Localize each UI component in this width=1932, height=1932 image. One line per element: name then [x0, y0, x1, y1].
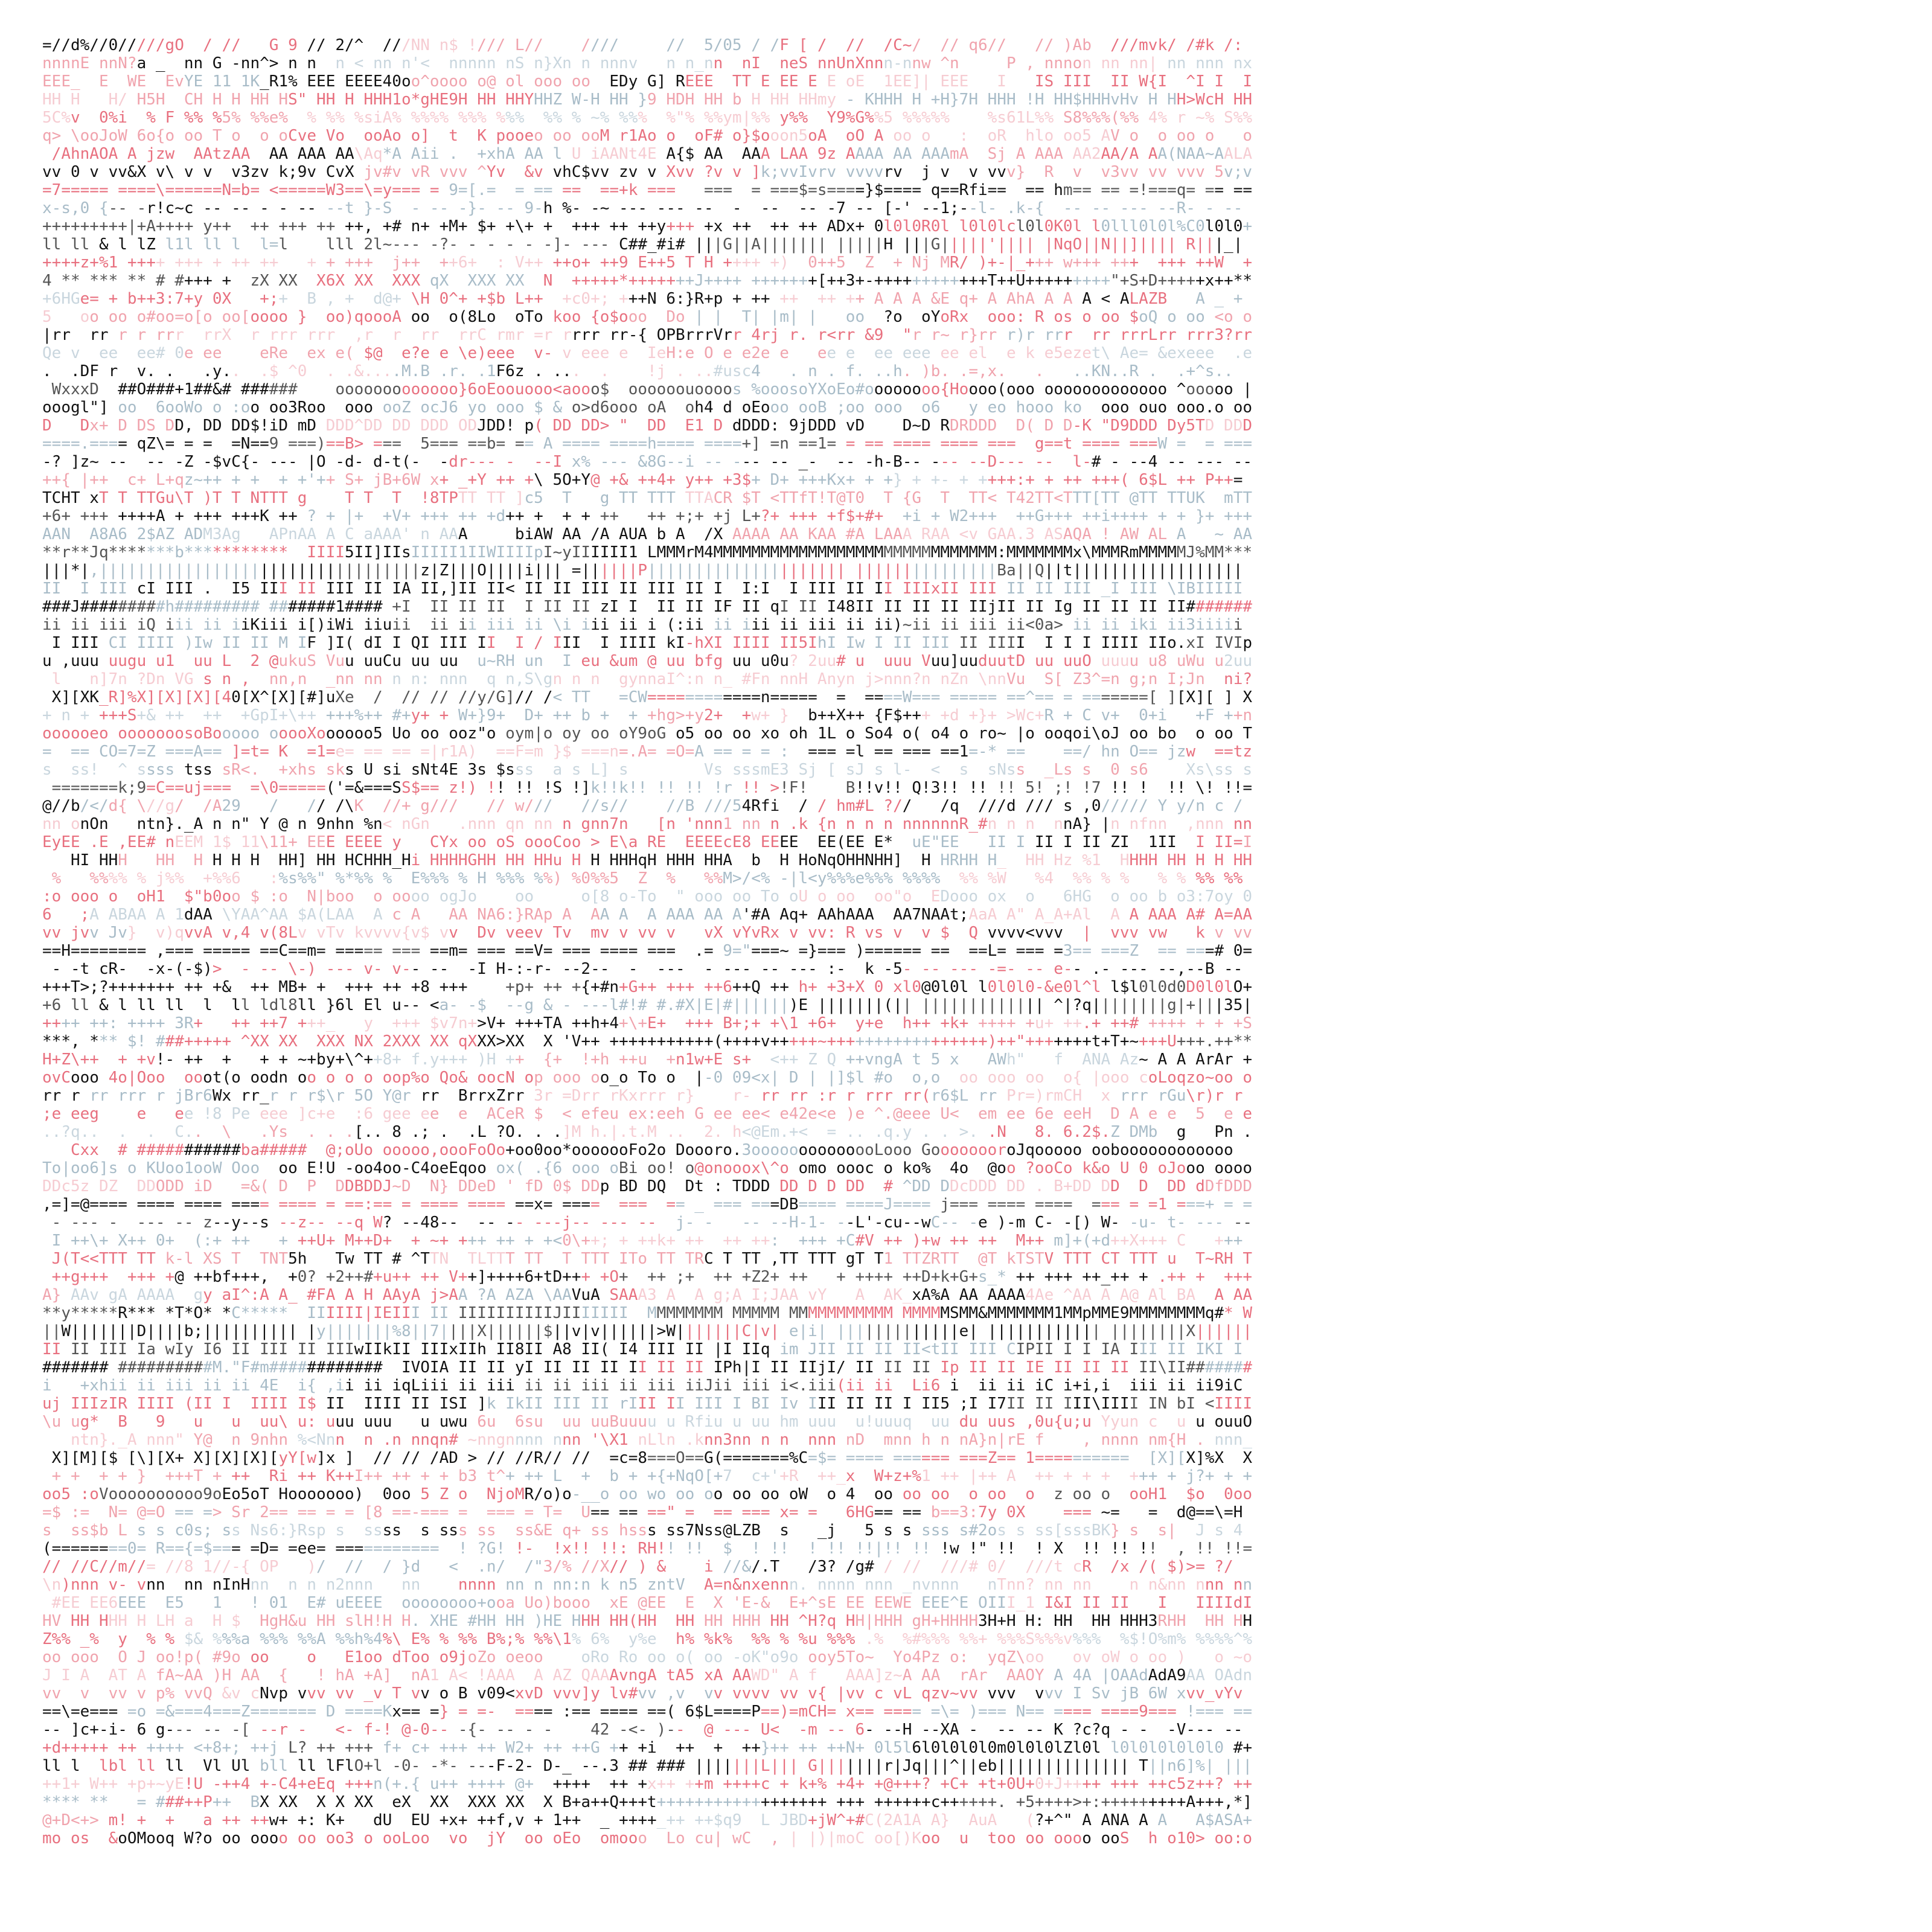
glyph-row: **r**Jq*******b*********** IIII5II]IIsIIIII1IIWIIIIpI~yIIIIII1 LMMMrM4MMMMMMMMMMMMMMMMMMMMMMMMMMMMMM:MMMMMMMx\MMMRmMMMMMJ%MM*** [42, 543, 1252, 561]
glyph-row: +++++++++|+A++++ y++ ++ +++ ++ ++, +# n+ +M+ $+ +\+ + +++ ++ ++y+++ +x ++ ++ ++ ADx+ 0l0l0R0l l0l0lcl0l0K0l l0lll0l0l%C0l0l0+ [42, 217, 1252, 235]
glyph-row: \u ug* B 9 u u uu\ u: uuu uuu u uwu 6u 6su uu uuBuuuu u Rfiu u uu hm uuu u!uuuq uu du uus ,0u{u;u Yyun c u u ouuO [42, 1413, 1252, 1431]
glyph-row: WxxxD ##O###+1##&# ###### ooooooooooooo}6oEoouooo<aooo$ oooooouoooos %ooosoYXoEo#oooooooo{Hoooo(ooo ooooooooooooo ^ooooo | [51, 380, 1252, 398]
glyph-row: J I A AT A fA~AA )H AA { ! hA +A] nA1 A< !AAA A AZ QAAAvngA tA5 xA AAWD" A f AAA]z~A AA rAr AAOY A 4A |OAAdAdA9AA OAdn [42, 1666, 1252, 1684]
glyph-row: HH H H/ H5H CH H H HH HS" HH H HHH1o*gHE9H HH HHYHHZ W-H HH }9 HDH HH b H HH HHmy - KHHH H +H}7H HHH !H HH$HHHvHv H HH>WcH HH [42, 91, 1252, 109]
glyph-row: +6HGe= + b++3:7+y 0X +;+ B , + d@+ \H 0^+ +$b L++ +c0+; +++N 6:}R+p + ++ ++ ++ ++ A A A &E q+ A AhA A A A < ALAZB A _ + [42, 290, 1243, 308]
glyph-row: ooogl"] oo 6ooWo o :oo oo3Roo ooo ooZ ocJ6 yo ooo $ & o>d6ooo oA oh4 d oEooo ooB ;oo ooo o6 y eo hooo ko ooo ouo ooo.o oo [42, 398, 1252, 417]
glyph-row: % %%%% % j%% +%%6 :%s%%" %*%% % E%%% % H %%% %%) %0%%5 Z % %%M>/<% -|l<y%%%e%%% %%%% %% %W %4 %% % % % % %% %% [51, 869, 1243, 888]
glyph-row: 5 oo oo o#oo=o[o oo[oooo } oo)qoooA oo o(8Lo oTo koo {o$ooo Do | | T| |m| | oo ?o oYoRx ooo: R os o oo $oQ o oo <o o [42, 308, 1252, 326]
glyph-row: +6 ll & l ll ll l ll ldl8ll }6l El u-- <a- -$ --g & - ---l#!# #.#X|E|#||||||)E |||||||(|| ||||||||||||| ^|?q||||||||g|+|||35| [42, 996, 1252, 1014]
glyph-row: 4 ** *** ** # #+++ + zX XX X6X XX XXX qX XXX XX N +++++*+++++++J++++ +++++++[++3+-++++++++++++T++U+++++++++"+S+D+++++x++** [42, 272, 1252, 290]
glyph-row: DDc5z DZ DDODD iD =&( D P DDBDDJ~D N} DDeD ' fD 0$ DDp BD DQ Dt : TDDD DD D D DD # ^DD DDcDDD DD . B+DD DD D DD dDfDDD [42, 1177, 1252, 1195]
glyph-row: ii ii iii iQ iii ii iiKiii i[)iWi iiuii ii ii iii ii \i iii ii i (:ii ii iii ii iii ii ii)~ii ii iii ii<0a> ii ii iki ii3iiiii [42, 616, 1243, 634]
glyph-row: Qe v ee ee# 0e ee eRe ex e( $@ e?e e \e)eee v- v eee e IeH:e O e e2e e ee e ee eee ee el e k e5ezet\ Ae= &exeee .e [42, 344, 1252, 362]
glyph-row: \n)nnn v- vnn nn nInHnn n n n2nnn nn nnnn nn n nn:n k n5 zntV A=n&nxennn. nnnn nnn _nvnnn nTnn? nn nn n n&nn nnn nn [42, 1576, 1252, 1594]
glyph-row: HV HH HHH H LH a H $ HgH&u HH slH!H H. XHE #HH HH )HE HHH HH(HH HH HH HHH HH ^H?q HH|HHH gH+HHHH3H+H H: HH HH HHH3RHH HH HH [42, 1612, 1252, 1630]
glyph-row: H+Z\++ + +v!- ++ + + + ~+by+\^++8+ f.y+++ )H ++ {+ !+h ++u +n1w+E s+ <++ Z Q ++vngA t 5 x AWh" f ANA Az~ A A ArAr + [42, 1051, 1252, 1069]
glyph-row: oo5 :oVoooooooooo9oEo5oT Hooooooo) 0oo 5 Z o NjoMR/o)o-__o oo wo oo oo oo oo oW o 4 oo oo oo o oo o z oo o ooH1 $o 0oo [42, 1485, 1252, 1503]
glyph-row: u ,uuu uugu u1 uu L 2 @ukuS Vuu uuCu uu uu u~RH un I eu &um @ uu bfg uu u0u? 2uu# u uuu Vuu]uuduutD uu uuO uuuu u8 uWu u2uu [42, 652, 1252, 670]
glyph-row: @+D<+> m! + + a ++ ++w+ +: K+ dU EU +x+ ++f,v + 1++ _ ++++_++ ++$q9 L JBD+jW^+#C(2A1A A} AuA (?+^" A ANA A A A$ASA+ [42, 1811, 1252, 1829]
glyph-row: x-s,0 {-- -r!c~c -- -- - - -- --t }-S - -- -}- -- 9-h %- -~ --- --- -- - -- -- -7 -- [-' --1;--l- .k-{ -- -- --- --R- - -- [42, 199, 1243, 217]
glyph-row: ++{ |++ c+ L+qz~++ + + + +'++ S+ jB+6W x+ _+Y ++ +\ 5O+Y@ +& ++4+ y++ +3$+ D+ +++Kx+ + +} + +- + ++++:+ + ++ +++( 6$L ++ P++= [42, 471, 1243, 489]
glyph-row: ;e eeg e ee !8 Pe eee ]c+e :6 gee ee e ACeR $ < efeu ex:eeh G ee ee< e42e<e )e ^.@eee U< em ee 6e eeH D A e e 5 e e [42, 1105, 1252, 1123]
glyph-row: Z%% _% y % % $& %%%a %%% %%A %%h%4%\ E% % %% B%;% %%\1% 6% y%e h% %k% %% % %u %%% .% %#%%% %%+ %%%S%%%v%%% %$!O%m% %%%%^% [42, 1630, 1252, 1648]
glyph-row: ntn}._A nnn" Y@ n 9nhn %<Nnn n .n nnqn# ~nngnnnn nnn '\X1 nLln .knn3nn n n nnn nD mnn h n nA}n|rE f , nnnn nm{H . nnn_ [70, 1431, 1252, 1449]
glyph-row: = == CO=7=Z ===A== ]=t= K =1=e= == == =|r1A) ==F=m }$ ===n=.A= =O=A == = = : === =l == === ==1=-* == ==/ hn O== jzw ==tz [42, 743, 1252, 761]
glyph-row: nnnnE nnN?a _ nn G -nn^> n n n < nn n'< nnnnn nS n}Xn n nnnv n n_nn nI neS nnUnXnnn-nnw ^n P , nnnon nn nn| nn nnn nx [42, 54, 1252, 72]
glyph-row: ovCooo 4o|Ooo ooot(o oodn oo o o o oop%o Qo& oocN op ooo oo_o To o |-0 09<x| D | |]$l #o o,o oo ooo oo o{ |ooo coLoqzo~oo o [42, 1069, 1252, 1087]
glyph-row: 5C%v 0%i % F %% %5% %%e% % %% %siA% %%%% %%% %%% %% % ~% %%% %"% %%ym|%% y%% Y9%G%%5 %%%%% %s61L%% S8%%%(%% 4% r ~% S%% [42, 109, 1252, 127]
glyph-row: =//d%//0/////gO / // G 9 // 2/^ ///NN n$ !/// L// //// // 5/05 / /F [ / // /C~/ // q6// // )Ab ///mvk/ /#k /: [42, 36, 1243, 54]
glyph-row: Cxx # ###########ba##### @;oUo ooooo,oooFoOo+oo0oo*ooooooFo2o Doooro.3oooooooooooooLooo GoooooooroJqooooo ooboooooooooooo [70, 1141, 1233, 1159]
glyph-row: =$ := N= @=O == => Sr 2== == = = [8 ==-=== = === = T= U== == ==" = == === x= = 6HG== == b==3:7y 0X === ~= = d@==\=H [42, 1503, 1243, 1521]
glyph-row: @//b/</d{ \//g/ /A29 / // /\K //+ g/// // w/// //s// //B ///54Rfi / / hm#L ?// /q ///d /// s ,0///// Y y/n c / [42, 797, 1243, 815]
glyph-row: oooooeo ooooooosoBooooo ooooXoooooo5 Uo oo ooz"o oym|o oy oo oY9oG o5 oo oo xo oh 1L o So4 o( o4 o ro~ |o ooqoi\oJ oo bo o oo T [42, 724, 1252, 743]
glyph-row: EEE_ E WE EvYE 11 1K_R1% EEE EEEE40oo^oooo o@ ol ooo oo EDy G] REEE TT E EE E E oE 1EE]| EEE I IS III II W{I ^I I I [42, 72, 1252, 91]
glyph-row: -? ]z~ -- -- -Z -$vC{- --- |O -d- d-t(- -dr--- - --I x% --- &8G--i -- --- -- _- -- -h-B-- --- --D--- -- l-# - --4 -- --- -- [42, 453, 1252, 471]
glyph-row: |||*|,||||||||||||||||||||||||||||||||||z|Z|||O||||i||| =||||||P||||||||||||||||||||| |||||||||||||||Ba||Q||t|||||||||||||||||| [42, 561, 1243, 580]
glyph-row: - --- - --- -- z--y--s --z-- --q W? --48-- -- -- ---j-- --- -- j- - -- --H-1- --L'-cu--wC-- -e )-m C- -[) W- -u- t- --- -- [51, 1214, 1252, 1232]
glyph-row: AAN A8A6 2$AZ ADM3Ag APnAA A C aAAA' n AAA biAW AA /A AUA b A /X AAAA AA KAA #A LAAA RAA <v GAA.3 ASAQA ! AW AL A ~ AA [42, 525, 1252, 543]
glyph-row: To|oo6]s o KUoo1ooW Ooo oo E!U -oo4oo-C4oeEqoo ox( .{6 ooo oBi oo! o@onooox\^o omo oooc o ko% 4o @oo ?ooCo k&o U 0 oJooo oooo [42, 1159, 1252, 1177]
glyph-row: II I III cI III . I5 III II III II IA II,]II II< II II III II III II I I:I I III II II IIIxII III II II III _I III \IBIIIII [42, 580, 1243, 598]
glyph-row: I III CI IIII )Iw II II M IF ]I( dI I QI III II I / III I IIII kI-hXI IIII II5IhI Iw I II III II IIII I I I IIII IIo.xI IVIp [51, 634, 1252, 652]
glyph-row: ***, *** $! ###+++++ ^XX XX XXX NX 2XXX XX qXXX>XX X 'V++ +++++++++++(++++v+++++~+++++++++++++++++)++"+++++++t+T+~+++U+++.++** [42, 1032, 1252, 1051]
glyph-row: . .DF r v. . .y.. .$ ^0 . .&....M.B .r. .1F6z . ... . !j . ..#usc4 . n . f. ..h. )b. .=,x. . ..KN..R . .+^s.. [42, 362, 1233, 380]
glyph-row: ====.==== qZ\= = = =N==9 ===)==B> === 5=== ==b= == A ==== ====h==== ====+] =n ==1= = == ==== ==== === g==t ==== ===W = = === [42, 435, 1252, 453]
glyph-row: (========0= R=={=$=== =D= =ee= =========== ! ?G! !- !x!! !!: RH!! !! $ ! !! ! !! !!|!! !! !w !" !! ! X !! !! !! , !! !!= [42, 1540, 1252, 1558]
glyph-row: **** ** = ###++P++ BX XX X X XX eX XX XXX XX X B+a++Q+++t++++++++++++++++++ +++ ++++++c++++++. +5++++>+:+++++++++A+++,*] [42, 1793, 1252, 1811]
glyph-row: X][XK_R]%X][X][X][40[X^[X][#]uXe / // // //y/G]// /< TT =CW============n===== = ====W=== ===== ==^== = =======[ ][X][ ] X [51, 688, 1252, 706]
glyph-row: ..?q.. . . C.. \ .Ys . . .[.. 8 .; . .L ?O. . .]M h.|.t.M .. 2. h<@Em.+< = .. .q.y . . >. .N 8. 6.2$.Z DMb g Pn . [42, 1123, 1252, 1141]
glyph-row: // //C//m//= //8 1//-{ OP )/ // / }d < .n/ /"3/% //X// ) & i //&/.T /3? /g# / // ///# 0/ ///t cR /x /( $)>= ?/ [42, 1558, 1233, 1576]
glyph-row: J(T<<TTT TT k-l XS T TNT5h Tw TT # ^TTN TLTTT TT T TTT ITo TT TRC T TT ,TT TTT gT T1 TTZRTT @T kTSTV TTT CT TTT u T~RH T [51, 1250, 1252, 1268]
glyph-row: ||W|||||||D||||b;|||||||||| |y|||||||%8||7||||X||||||$||v|v||||||>W|||||||C|v| e|i| |||||||||||||e| |||||||||||| ||||||||X|||||| [42, 1322, 1252, 1340]
glyph-row: ll ll & l lZ l1l ll l l=l lll 2l~--- -?- - - - - -]- --- C##_#i# |||G||A||||||| |||||H |||G|||||'|||| |NqO||N||]|||| R|||_| [42, 235, 1243, 254]
glyph-row: /AhnAOA A jzw AAtzAA AA AAA AA\Aq*A Aii . +xhA AA l U iAANt4E A{$ AA AAA LAA 9z AAAA AA AAAmA Sj A AAA AA2AA/A AA(NAA~AALA [51, 145, 1252, 163]
glyph-row: vv jvv Jv} v)qvvA v,4 v(8Lv vTv kvvvv{v$ vv Dv veev Tv mv v vv v vX vYvRx v vv: R vs v v $ Q vvvv<vvv | vvv vw k v vv [42, 924, 1252, 942]
glyph-row: ==\=e=== =o =&===4===Z======= D ====Kx== =} = =- ==== :== ==== ==( 6$L====P==)=mCH= x== ==== =\= )=== N== ==== ====9=== !=== == [42, 1703, 1252, 1721]
glyph-row: X][M][$ [\][X+ X][X][X][yY[w]x ] // // /AD > // //R// // =c=8===O==G(=======%C=$= ==== ====== ===Z== 1========== [X][X]%X X [51, 1449, 1252, 1467]
glyph-row: q> \ooJoW 6o{o oo T o o oCve Vo ooAo o] t K pooeo oo ooM r1Ao o oF# o}$ooon5oA oO A oo o : oR hlo oo5 AV o o oo o o [42, 127, 1252, 145]
glyph-row: ++1+ W++ +p+~yE!U -++4 +-C4+eEq +++n(+.{ u++ ++++ @+ ++++ ++ +x++ ++m ++++c + k+% +4+ +@+++? +C+ +t+0U+0+J++++ +++ ++c5z++? ++ [42, 1775, 1252, 1793]
glyph-row: ++g+++ +++ +@ ++bf+++, +0? +2++#+u++ ++ V++]++++6+tD+++ +O+ ++ ;+ ++ +Z2+ ++ + ++++ ++D+k+G+s_* ++ +++ ++_++ + .++ + +++ [51, 1268, 1252, 1286]
glyph-row: A} AAv gA AAAA gy aI^:A A_ #FA A H AAyA j>AA ?A AZA \AAVuA SAAA3 A A g;A I;JAA vY A AK_xA%A AA AAAA4Ae ^AA A A@ Al BA A AA [42, 1286, 1252, 1304]
glyph-row: l n]7n ?Dn VG s n , nn,n _nn nn n n: nnn q n,S\gn n n gynnaI^:n n_ #Fn nnH Anyn j>nnn?n nZn \nnVu S[ Z3^=n g;n I;Jn ni? [51, 670, 1252, 688]
glyph-row: oo ooo O J oo!p( #9o oo o E1oo dToo o9joZo oeoo oRo Ro oo o( oo -oK"o9o ooy5To~ Yo4Pz o: yqZ\oo ov oW o oo ) o ~o [42, 1648, 1252, 1666]
glyph-row: ###J#########h######### #######1#### +I II II II I II II zI I II II IF II qI II I48II II II II IIjII II Ig II II II II####### [42, 598, 1252, 616]
glyph-row: +6+ +++ ++++A + +++ +++K ++ ? + |+ +V+ +++ ++ +d++ + + + ++ ++ +;+ +j L+?+ +++ +f$+#+ +i + W2+++ ++G+++ ++i++++ + + }+ +++ [42, 507, 1252, 525]
glyph-row: EyEE .E ,EE# nEEM 1$ 11\11+ EEE EEEE y CYx oo oS oooCoo > E\a RE EEEEcE8 EEEE EE(EE E* uE"EE II I II I II ZI 1II I II=I [42, 833, 1252, 851]
glyph-row: rr r rr rrr r jBr6Wx rr_r r r$\r 5O Y@r rr BrrxZrr 3r =Drr rKxrrr r} r- rr rr :r r rrr rr(r6$L rr Pr=)rmCH x rrr rGu\r)r r [42, 1087, 1243, 1105]
glyph-row: ####### ##########M."F#m############ IVOIA II II yI II II II II II II IPh|I II IIjI/ II II II Ip II II IE II II II II\II####### [42, 1358, 1252, 1377]
glyph-row: uj IIIzIR IIII (II I IIII I$ II IIII II ISI ]k IkII III II rIII II III I BI Iv III II II I II5 ;I I7II II III\IIII IN bI <IIII [42, 1395, 1252, 1413]
glyph-row: + n + +++S+& ++ ++ +GpI+\++ +++%++ #+y+ + W+}9+ D+ ++ b + + +hg>+y2+ +w+ } b++X++ {F$+++ +d +}+ >Wc+R + C v+ 0+i +F ++n [42, 706, 1252, 724]
glyph-row: ,=]=@==== ==== ==== ==== ==== = ==:== = ==== ==== ==x= ==== === == _ === ===DB==== ====J==== j=== ==== ==== === = =1 ===+ = = [42, 1195, 1252, 1214]
glyph-row: #EE EE6EEE E5 1 ! 01 E# uEEEE oooooooo+ooa Uo)booo xE @EE E X 'E-& E+^sE EE EEWE EEE^E OIII_1 I&I II II I IIIIdI [51, 1594, 1252, 1612]
glyph-row: I ++\+ X++ 0+ (:+ ++ + ++U+ M++D+ + ~+ +++ ++ + +<0\++; + ++k+ ++ ++ ++: +++ +C#V ++ )+w ++ ++ M++ m]+(+d++X+++ C +++ [51, 1232, 1243, 1250]
glyph-row: s ss$b L s s c0s; ss Ns6:}Rsp s ssss s sss ss ss&E q+ ss hsss ss7Nss@LZB s _j 5 s s sss s#2os s ss[sssBK} s s| J s 4 [42, 1521, 1243, 1540]
glyph-row: - -t cR- -x-(-$)> - -- \-) --- v- v-- -- -I H-:-r- --2-- - --- - --- -- --- :- k -5- -- --- -=- -- e-- .- --- --,--B -- [51, 960, 1243, 978]
glyph-row: =======k;9=C==uj=== =\0=====('=&===SS$== z!) !! !! !S !]k!!k!! !! !! !r !! >!F! B!!v!! Q!3!! !! !! 5! ;! !7 !! ! !! \! !!= [51, 779, 1252, 797]
glyph-row: :o ooo o oH1 $"b0oo $ :o N|boo o oooo ogJo oo o[8 o-To " ooo oo To oU o oo oo"o EDooo ox o 6HG o oo b o3:7oy 0 [42, 888, 1252, 906]
glyph-row: +d+++++ ++ ++++ <+8+; ++j L? ++ +++ f+ c+ +++ ++ W2+ ++ ++G ++ +i ++ + ++}++ ++ ++N+ 0l5l6l0l0l0l0m0l0l0lZl0l l0l0l0l0l0l0 #+ [42, 1739, 1252, 1757]
glyph-row: mo os &oOMooq W?o oo oooo oo oo3 o ooLoo vo jY oo oEo omooo Lo cu| wC , | |)|moC oo[)Koo u too oo oooo ooS h o10> oo:o [42, 1829, 1252, 1847]
glyph-row: ll l lbl ll ll Vl Ul bll ll lFlO+l -0- -*- ---F-2- D-_ --.3 ## ### |||||||L||| G|||||||r|Jq|||^||eb|||||||||||||| T||n6]%| ||| [42, 1757, 1252, 1775]
glyph-row: ==H======== ,=== ===== ==C==m= ===== === ==m= === ==V= === ==== === .= 9="===~ =}=== )====== == ==L= === =3== ===Z == ===# 0= [42, 942, 1252, 960]
glyph-row: i +xhii ii iii ii ii 4E i{ ,ii ii iqLiii ii iii ii ii iii ii iii iiJii iii i<.iii(ii ii Li6 i ii ii iC i+i,i iii ii ii9iC [42, 1377, 1243, 1395]
glyph-row: vv 0 v vv&X v\ v v v3zv k;9v CvX jv#v vR vvv ^Yv &v vhC$vv zv v Xvv ?v v ]k;vvIvrv vvvvrv j v v vvv} R v v3vv vv vvv 5v;v [42, 163, 1252, 181]
glyph-row: s ss! ^ ssss tss sR<. +xhs sks U si sNt4E 3s $sss a s L] s Vs sssmE3 Sj [ sJ s l- < s sNss _Ls s 0 s6 Xs\ss s [42, 761, 1252, 779]
glyph-row: vv v vv v p% vvQ &v cNvp vvv vv _v T vv o B v09<xvD vvv]y lv#vv ,v vv vvvv vv v{ |vv c vL qzv~vv vvv vvv I Sv jB 6W xvv_vYv [42, 1684, 1243, 1703]
glyph-row: HI HHH HH H H H H HH] HH HCHHH_Hi HHHHGHH HH HHu H H HHHqH HHH HHA b H HoNqOHHNHH] H HRHH H_ HH Hz %1 HHHH HH H H HH [70, 851, 1252, 869]
glyph-row: II II III Ia wIy I6 II III II IIIwIIkII IIIxIIh II8II A8 II( I4 III II |I IIq im JII II II II<tII III CIPII I I IA III II IKI I [42, 1340, 1243, 1358]
glyph-row: -- ]c+-i- 6 g--- -- -[ --r - <- f-! @-0-- -{- -- - - 42 -<- )-- @ --- U< -m -- 6- --H --XA - -- -- K ?c?q - - -V--- -- [42, 1721, 1243, 1739]
glyph-row: +++T>;?+++++++ ++ +& ++ MB+ + +++ ++ +8 +++ +p+ ++ +{+#n+G++ +++ ++6++Q ++ h+ +3+X 0 xl0@0l0l l0l0l0-&e0l^l l$l0l0d0D0l0lO+ [42, 978, 1252, 996]
glyph-row: |rr rr r r rrr rrX r rrr rrr ,r r rr rrC rmr =r rrrr rr-{ OPBrrrVrr 4rj r. r<rr &9 "r r~ r}rr r)r rrr rr rrrLrr rrr3?rr [42, 326, 1252, 344]
glyph-row: 6 ;A ABAA A 1dAA \YAA^AA $A(LAA A c A AA NA6:}RAp A AA A A AAA AA A'#A Aq+ AAhAAA AA7NAAt;AaA A" A_A+Al A A AAA A# A=AA [42, 906, 1252, 924]
glyph-row: ++++ ++: ++++ 3R+ ++ ++7 +++_ y +++ $v7n+>V+ +++TA ++h+4+\+E+ +++ B+;+ +\1 +6+ y+e h++ +k+ ++++ +u+ ++.+ ++# ++++ + + +S [42, 1014, 1252, 1032]
glyph-row: =7===== ====\======N=b= <=====W3==\=y=== = 9=[.= = == == ==+k === === = ===$=s====}$==== q==Rfi== == hm== == =!===q= == == [42, 181, 1252, 199]
glyph-row: + + + + } +++T + ++ Ri ++ K++I++ ++ + + b3 t^+ ++ L + b + +{+NqO[+7 c+'+R ++_x W+z+%1 ++ |++ A ++ + + + +++ + j?+ + + [51, 1467, 1252, 1485]
glyph-row: D Dx+ D DS DD, DD DD$!iD mD DDD^DD DD DDD ODJDD! p( DD DD> " DD E1 D dDDD: 9jDDD vD D~D RDRDDD D( D D-K "D9DDD Dy5TD DDD [42, 417, 1252, 435]
glyph-row: ++++z+%1 ++++ +++ + ++ ++ + + +++ j++ ++6+ : V++ ++o+ ++9 E++5 T H ++++ +) 0++5 Z + Nj MR/ )+-|_+++ w+++ +++ +++ ++W + [42, 254, 1252, 272]
glyph-row: TCHT xT T TTGu\T )T T NTTT g T T T !8TPTT TT ]c5 T g TT TTT TTACR $T <TTfT!T@T0 T {G T TT< T42TT<TTT[TT @TT TTUK mTT [42, 489, 1252, 507]
glyph-row: **y*****R*** *T*O* *C***** IIIIII|IEIII II IIIIIIIIIIJIIIIIII MMMMMMMM MMMMM MMMMMMMMMMM MMMMMSMM&MMMMMMM1MMpMME9MMMMMMMMq#* W [42, 1304, 1252, 1322]
glyph-row: nn onOn ntn}._A n n" Y @ n 9nhn %n< nGn .nnn qn nn n gnn7n [n 'nnn1 nn n .k {n n n n nnnnnnR_#n n n nnA} |n nfnn ,nnn nn [42, 815, 1252, 833]
